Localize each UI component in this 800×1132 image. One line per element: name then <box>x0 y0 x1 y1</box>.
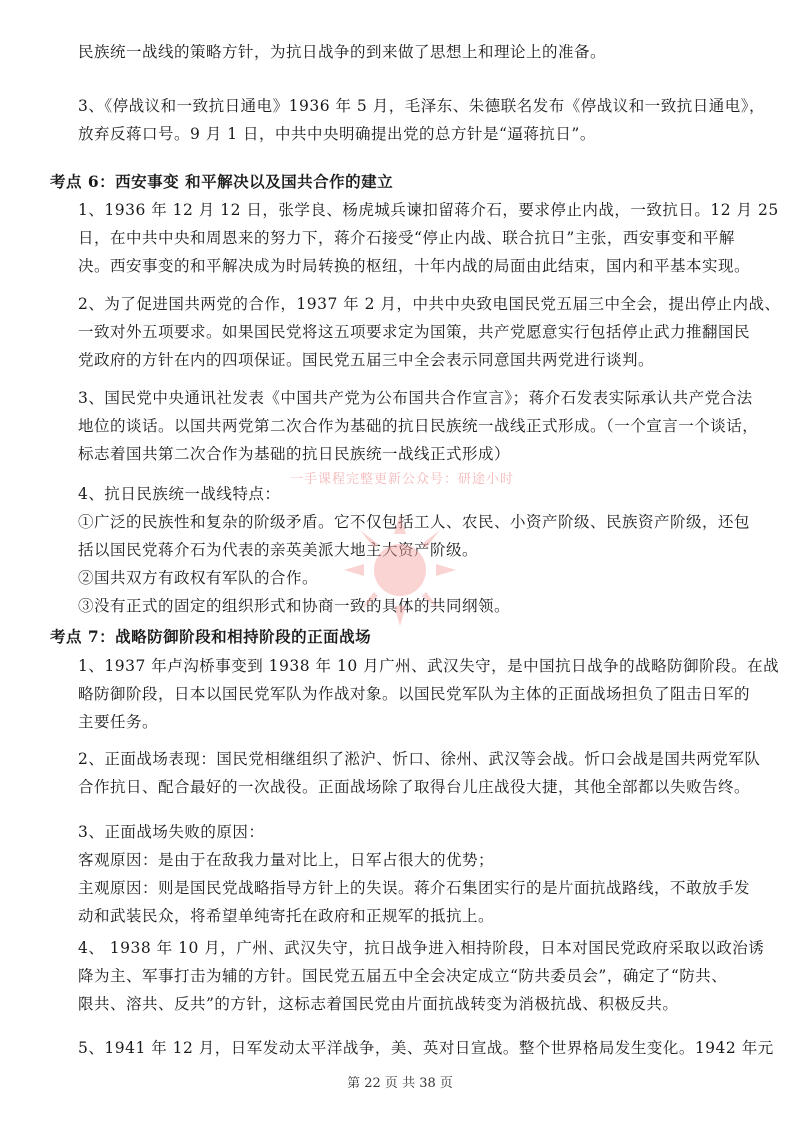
text-line: 4、抗日民族统一战线特点： <box>78 485 281 503</box>
paragraph <box>78 290 781 374</box>
watermark-text: 一手课程完整更新公众号：研途小时 <box>290 472 515 487</box>
text-line: 限共、溶共、反共”的方针，这标志着国民党由片面抗战转变为消极抗战、积极反共。 <box>78 995 679 1013</box>
text-line: 4、 1938 年 10 月，广州、武汉失守，抗日战争进入相持阶段，日本对国民党政府采取以政治诱 <box>78 939 765 957</box>
paragraph <box>78 745 761 801</box>
text-line: 党政府的方针在内的四项保证。国民党五届三中全会表示同意国共两党进行谈判。 <box>78 351 655 369</box>
text-line: 动和武装民众，将希望单纯寄托在政府和正规军的抵抗上。 <box>78 907 495 925</box>
text-line: 5、1941 年 12 月，日军发动太平洋战争，美、英对日宣战。整个世界格局发生变化。1942 年元 <box>78 1039 774 1057</box>
text-line: 3、国民党中央通讯社发表《中国共产党为公布国共合作宣言》；蒋介石发表实际承认共产党合法 <box>78 389 753 407</box>
text-line: 合作抗日、配合最好的一次战役。正面战场除了取得台儿庄战役大捷，其他全部都以失败告终。 <box>78 778 751 796</box>
paragraph <box>78 38 758 66</box>
text-line: 标志着国共第二次合作为基础的抗日民族统一战线正式形成） <box>78 445 511 463</box>
text-line: 客观原因：是由于在敌我力量对比上，日军占很大的优势； <box>78 851 495 869</box>
text-line: 地位的谈话。以国共两党第二次合作为基础的抗日民族统一战线正式形成。（一个宣言一个谈话， <box>78 417 759 435</box>
paragraph <box>78 934 765 1018</box>
text-line: 1、1937 年卢沟桥事变到 1938 年 10 月广州、武汉失守，是中国抗日战争的战略防御阶段。在战 <box>78 657 780 675</box>
text-line: 日，在中共中央和周恩来的努力下，蒋介石接受“停止内战、联合抗日”主张，西安事变和平解 <box>78 229 735 247</box>
text-line: ②国共双方有政权有军队的合作。 <box>78 569 319 587</box>
text-line: 决。西安事变的和平解决成为时局转换的枢纽，十年内战的局面由此结束，国内和平基本实现。 <box>78 257 751 275</box>
text-line: 主观原因：则是国民党战略指导方针上的失误。蒋介石集团实行的是片面抗战路线，不敢放手发 <box>78 879 751 897</box>
text-line: 一致对外五项要求。如果国民党将这五项要求定为国策，共产党愿意实行包括停止武力推翻国民 <box>78 323 751 341</box>
text-line: 括以国民党蒋介石为代表的亲英美派大地主大资产阶级。 <box>78 541 479 559</box>
text-line: 考点 6：西安事变 和平解决以及国共合作的建立 <box>50 172 394 191</box>
text-line: ①广泛的民族性和复杂的阶级矛盾。它不仅包括工人、农民、小资产阶级、民族资产阶级，还包 <box>78 513 751 531</box>
text-line: 放弃反蒋口号。9 月 1 日，中共中央明确提出党的总方针是“逼蒋抗日”。 <box>78 125 596 143</box>
text-line: 略防御阶段，日本以国民党军队为作战对象。以国民党军队为主体的正面战场担负了阻击日军的 <box>78 685 751 703</box>
text-line: 民族统一战线的策略方针，为抗日战争的到来做了思想上和理论上的准备。 <box>78 43 607 61</box>
text-line: 2、正面战场表现：国民党相继组织了淞沪、忻口、徐州、武汉等会战。忻口会战是国共两党军队 <box>78 750 761 768</box>
text-line: 考点 7：战略防御阶段和相持阶段的正面战场 <box>50 627 372 646</box>
paragraph <box>78 652 780 736</box>
paragraph <box>78 384 758 468</box>
text-line: 主要任务。 <box>78 713 159 731</box>
paragraph <box>78 196 779 280</box>
text-line: 降为主、军事打击为辅的方针。国民党五届五中全会决定成立“防共委员会”，确定了“防共、 <box>78 967 728 985</box>
paragraph <box>78 818 758 930</box>
paragraph <box>78 92 765 148</box>
text-line: ③没有正式的固定的组织形式和协商一致的具体的共同纲领。 <box>78 597 511 615</box>
paragraph <box>78 1034 774 1062</box>
sun-watermark-icon <box>330 500 470 640</box>
text-line: 2、为了促进国共两党的合作，1937 年 2 月，中共中央致电国民党五届三中全会，提出停止内战、 <box>78 295 781 313</box>
page-number: 第 22 页 共 38 页 <box>347 1076 453 1091</box>
text-line: 1、1936 年 12 月 12 日，张学良、杨虎城兵谏扣留蒋介石，要求停止内战，一致抗日。12 月 25 <box>78 201 779 219</box>
section-heading <box>50 168 750 196</box>
text-line: 3、正面战场失败的原因： <box>78 823 265 841</box>
text-line: 3、《停战议和一致抗日通电》1936 年 5 月，毛泽东、朱德联名发布《停战议和一致抗日通电》， <box>78 97 765 115</box>
